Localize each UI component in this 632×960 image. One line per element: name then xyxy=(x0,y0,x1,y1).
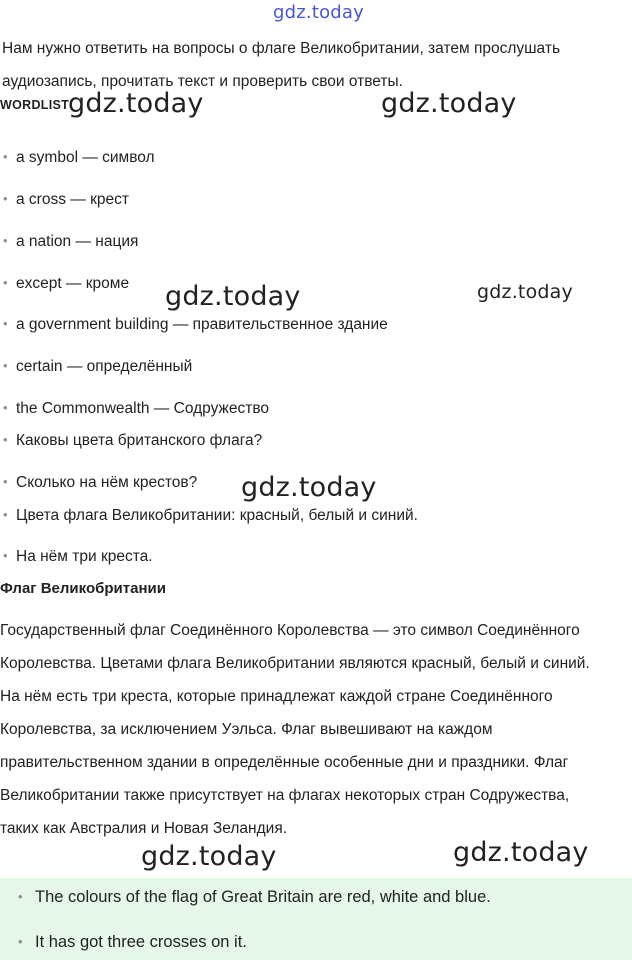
answer-item: • На нём три креста. xyxy=(3,548,153,565)
bullet-icon: • xyxy=(3,233,8,248)
bullet-icon: • xyxy=(3,432,8,447)
bullet-icon: • xyxy=(18,934,23,949)
answer-item: • It has got three crosses on it. xyxy=(18,933,247,951)
bullet-icon: • xyxy=(3,358,8,373)
bullet-icon: • xyxy=(3,191,8,206)
watermark: gdz.today xyxy=(477,281,573,303)
answer-item: • The colours of the flag of Great Britain are red, white and blue. xyxy=(18,888,491,906)
list-item: • a government building — правительственное здание xyxy=(3,316,388,333)
watermark: gdz.today xyxy=(165,281,301,312)
watermark-top: gdz.today xyxy=(273,2,365,23)
list-item: • certain — определённый xyxy=(3,358,193,375)
bullet-icon: • xyxy=(3,507,8,522)
intro-text: Нам нужно ответить на вопросы о флаге Великобритании, затем прослушать аудиозапись, прочитать текст и проверить свои ответы. xyxy=(2,40,561,90)
list-item: • except — кроме xyxy=(3,275,130,292)
answer-item: • Цвета флага Великобритании: красный, белый и синий. xyxy=(3,507,418,524)
watermark: gdz.today xyxy=(381,88,517,119)
flag-paragraph: Государственный флаг Соединённого Королевства — это символ Соединённого Королевства. Цветами флага Великобритании являются красный, белый и синий. На нём есть три креста, которые принадлежат каждой стране Соединённого Королевства, за исключением Уэльса. Флаг вывешивают на каждом правительственном здании в определённые особенные дни и праздники. Флаг Великобритании также присутствует на флагах некоторых стран Содружества, таких как Австралия и Новая Зеландия. xyxy=(0,622,590,837)
bullet-icon: • xyxy=(3,400,8,415)
list-item: • a nation — нация xyxy=(3,233,139,250)
watermark: gdz.today xyxy=(141,841,277,872)
bullet-icon: • xyxy=(3,275,8,290)
answers-box xyxy=(0,878,632,960)
wordlist-heading: WORDLIST xyxy=(0,98,70,112)
question-item: • Сколько на нём крестов? xyxy=(3,474,198,491)
list-item: • the Commonwealth — Содружество xyxy=(3,400,270,417)
list-item: • a cross — крест xyxy=(3,191,129,208)
bullet-icon: • xyxy=(3,316,8,331)
list-item: • a symbol — символ xyxy=(3,149,155,166)
bullet-icon: • xyxy=(3,149,8,164)
watermark: gdz.today xyxy=(68,88,204,119)
bullet-icon: • xyxy=(3,548,8,563)
question-item: • Каковы цвета британского флага? xyxy=(3,432,263,449)
watermark: gdz.today xyxy=(453,837,589,868)
bullet-icon: • xyxy=(3,474,8,489)
bullet-icon: • xyxy=(18,889,23,904)
watermark: gdz.today xyxy=(241,472,377,503)
section-heading: Флаг Великобритании xyxy=(0,580,166,597)
